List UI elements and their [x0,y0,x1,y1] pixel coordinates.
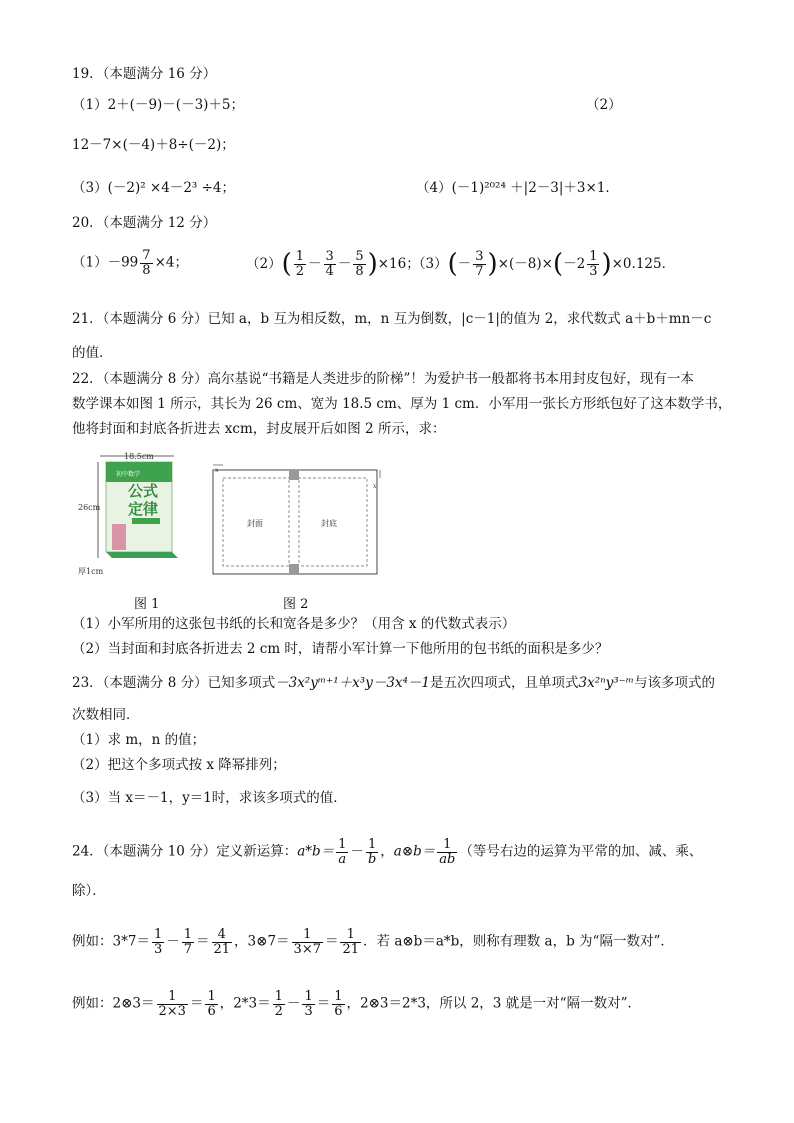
frac [340,928,361,956]
frac-num: 1 [183,927,192,942]
spine-top-notch [289,470,299,480]
q23-part1: （1）求 m，n 的值； [72,732,206,748]
q21-line2: 的值． [72,345,113,361]
q20-p3-mid: ×(－8)× [497,256,553,273]
q20-p1-post: ×4； [154,254,188,271]
frac-num: 1 [304,989,313,1004]
q19-p3-label: （3） [72,180,108,196]
frac-num: 1 [207,989,216,1004]
book-badge [132,518,160,524]
q20-p3-frac-b [587,250,599,278]
frac-den: 3 [304,1003,313,1019]
q23-monomial: 3x²ⁿy³⁻ᵐ [578,675,635,691]
frac [182,928,194,956]
x-label-left: x [215,467,219,474]
book-figure [78,450,188,580]
q22-sub2: （2）当封面和封底各折进去 2 cm 时，请帮小军计算一下他所用的包书纸的面积是多少？ [72,641,609,657]
q22-sub1: （1）小军所用的这张包书纸的长和宽各是多少？（用含 x 的代数式表示） [72,616,516,632]
q19-part1 [72,97,244,113]
fold-lines [223,478,367,566]
frac-num: 1 [334,989,343,1004]
frac-1-over-a [336,838,348,866]
q20-part3: （3）(－ $\frac{3}{7}$ )×(－8)×(－2 $\frac{1}{3}$ )×0.125． [412,249,676,280]
frac-num: 5 [355,249,364,265]
q20-title: 20．（本题满分 12 分） [72,215,217,231]
q24-def2: a⊗b＝ [393,843,436,860]
paren-open: ( [552,249,564,279]
q21-line1: 21．（本题满分 6 分）已知 a，b 互为相反数，m，n 互为倒数，|c－1|的值为 2，求代数式 a＋b＋mn－c [72,311,712,327]
q19-p1-label: （1） [72,97,108,113]
frac-den: 21 [213,941,231,957]
q20-p3-post: ×0.125． [611,256,676,273]
frac-num: 1 [338,837,347,852]
q20-p3-frac-a [473,250,485,278]
frac [205,990,217,1018]
frac [152,928,164,956]
q24-l1-c: （等号右边的运算为平常的加、减、乘、 [459,843,703,860]
frac-den: 3×7 [293,941,321,957]
frac-1-over-ab [437,838,457,866]
q24-ex1-c: ．若 a⊗b＝a*b，则称有理数 a，b 为“隔一数对”． [363,933,674,950]
q20-p2-post: ×16； [377,256,420,273]
q24-l1-a: 24．（本题满分 10 分）定义新运算： [72,843,298,860]
frac-num: 1 [437,838,457,853]
q24-ex1-b: 3⊗7＝ [247,933,290,950]
paren-close: ) [601,249,612,279]
q20-p2-label: （2） [246,256,282,273]
q20-p2-frac-c [353,250,365,278]
frac-den: 3 [589,264,598,280]
back-cover-label: 封底 [321,519,337,528]
frac [292,928,323,956]
sheet-outline [213,470,377,574]
q22-line1: 22．（本题满分 8 分）高尔基说“书籍是人类进步的阶梯”！为爱护书一般都将书本用封皮包好，现有一本 [72,371,694,387]
q19-p2-expr: 12－7×(－4)＋8÷(－2)； [72,137,235,153]
q23-part3: （3）当 x＝－1，y＝1时，求该多项式的值． [72,790,347,806]
frac-den: ab [439,851,456,867]
cover-sheet-figure [205,462,385,582]
frac-den: a [338,851,347,867]
q24-ex2-a: 例如：2⊗3＝ [72,995,155,1012]
q23-l1-c: 与该多项式的 [634,675,716,691]
q24-line2: 除）． [72,883,106,899]
paren-open: ( [447,249,458,279]
frac-num: 3 [325,249,334,265]
frac-den: 2×3 [158,1003,186,1019]
frac-num: 1 [295,249,305,265]
q20-p1-frac [140,249,152,277]
q19-p2-label: （2） [586,97,622,113]
q19-p4-label: （4） [416,180,452,196]
q20-p2-frac-a [294,250,306,278]
frac-den: 7 [183,941,192,957]
x-label-right: x [373,483,377,490]
frac [212,928,233,956]
frac-den: 21 [342,941,360,957]
q19-title: 19．（本题满分 16 分） [72,66,217,82]
frac [302,990,314,1018]
q24-ex1-a: 例如：3*7＝ [72,933,150,950]
q24-line1: 24．（本题满分 10 分）定义新运算：a*b＝ $\frac{1}{a}$ － $\frac{1}{b}$ ，a⊗b＝ $\frac{1}{ab}$ （等号右边的运算为平常的加、减、乘、 [72,837,703,867]
frac-den: 6 [334,1003,343,1019]
q20-p3-label: （3） [412,256,448,273]
width-label: 18.5cm [124,452,154,461]
spine-bottom-notch [289,564,299,574]
frac-num: 1 [340,928,361,943]
frac-den: 8 [355,264,364,280]
frac-num: 1 [366,838,378,853]
q24-ex2-b: 2*3＝ [233,995,271,1012]
q23-polynomial: －3x²yᵐ⁺¹＋x³y－3x⁴－1 [275,675,431,691]
frac-num: 1 [292,928,323,943]
q20-p1-pre: －99 [107,254,139,271]
frac-num: 1 [274,989,283,1004]
frac-den: 2 [295,264,305,280]
figure2-caption: 图 2 [283,597,309,612]
q23-line2: 次数相同． [72,707,140,723]
paren-close: ) [487,249,498,279]
frac-den: 7 [475,264,484,280]
book-spine-bottom [106,552,178,558]
thickness-label: 厚1cm [78,567,104,576]
frac-den: b [367,851,377,867]
frac-den: 2 [274,1003,283,1019]
book-small-title: 初中数学 [116,471,141,478]
q22-line3: 他将封面和封底各折进去 xcm，封皮展开后如图 2 所示，求： [72,421,446,437]
q19-part3 [72,180,235,196]
book-illustration [112,524,126,550]
frac-den: 6 [207,1003,216,1019]
q19-p1-expr: 2＋(－9)－(－3)＋5； [107,97,245,113]
q23-part2: （2）把这个多项式按 x 降幂排列； [72,757,286,773]
q22-line2: 数学课本如图 1 所示，其长为 26 cm、宽为 18.5 cm、厚为 1 cm．小军用一张长方形纸包好了这本数学书， [72,396,732,412]
front-cover-label: 封面 [247,519,263,528]
frac [273,990,285,1018]
q19-part4 [416,180,619,196]
frac [332,990,344,1018]
frac-den: 3 [153,941,163,957]
q24-def1: a*b＝ [297,843,335,860]
book-title1: 公式 [128,482,159,500]
q24-ex2-c: 2⊗3＝2*3，所以 2，3 就是一对“隔一数对”． [360,995,641,1012]
paren-close: ) [367,249,378,279]
frac-num: 1 [589,249,598,265]
frac-num: 4 [212,928,233,943]
figure1-caption: 图 1 [134,597,160,612]
frac-num: 1 [153,927,163,942]
q20-p2-frac-b [324,250,336,278]
q19-p4-expr: (－1)²⁰²⁴ ＋|2－3|＋3×1． [451,180,619,196]
frac [157,990,188,1018]
q24-example2: 例如：2⊗3＝ $\frac{1}{2\times 3}$ ＝ $\frac{1}{6}$ ，2*3＝ $\frac{1}{2}$ － $\frac{1}{3}$ ＝ $\frac{1}{6}$ ，2⊗3＝2*3，所以 2，3 就是一对“隔一数对”． [72,989,641,1019]
q20-p3-b-pre: －2 [563,256,586,273]
frac-den: 8 [142,262,151,278]
frac-num: 1 [157,990,188,1005]
frac-num: 3 [475,249,484,265]
frac-1-over-b [366,838,378,866]
frac-num: 7 [142,248,151,263]
q20-p1-label: （1） [72,254,108,271]
q20-part1 [72,249,188,277]
q23-line1 [72,675,715,691]
q23-l1-a: 23．（本题满分 8 分）已知多项式 [72,675,276,691]
paren-open: ( [281,249,292,279]
q20-part2: （2）( $\frac{1}{2}$ － $\frac{3}{4}$ － $\frac{5}{8}$ )×16； [246,249,420,280]
q24-example1: 例如：3*7＝ $\frac{1}{3}$ － $\frac{1}{7}$ ＝ $\frac{4}{21}$ ，3⊗7＝ $\frac{1}{3\times 7}$ ＝ $\frac{1}{21}$ ．若 a⊗b＝a*b，则称有理数 a，b 为“隔一数对”． [72,927,674,957]
q19-p3-expr: (－2)² ×4－2³ ÷4； [107,180,236,196]
height-label: 26cm [78,503,101,512]
frac-den: 4 [325,264,334,280]
q23-l1-b: 是五次四项式，且单项式 [430,675,579,691]
book-title2: 定律 [128,500,159,518]
